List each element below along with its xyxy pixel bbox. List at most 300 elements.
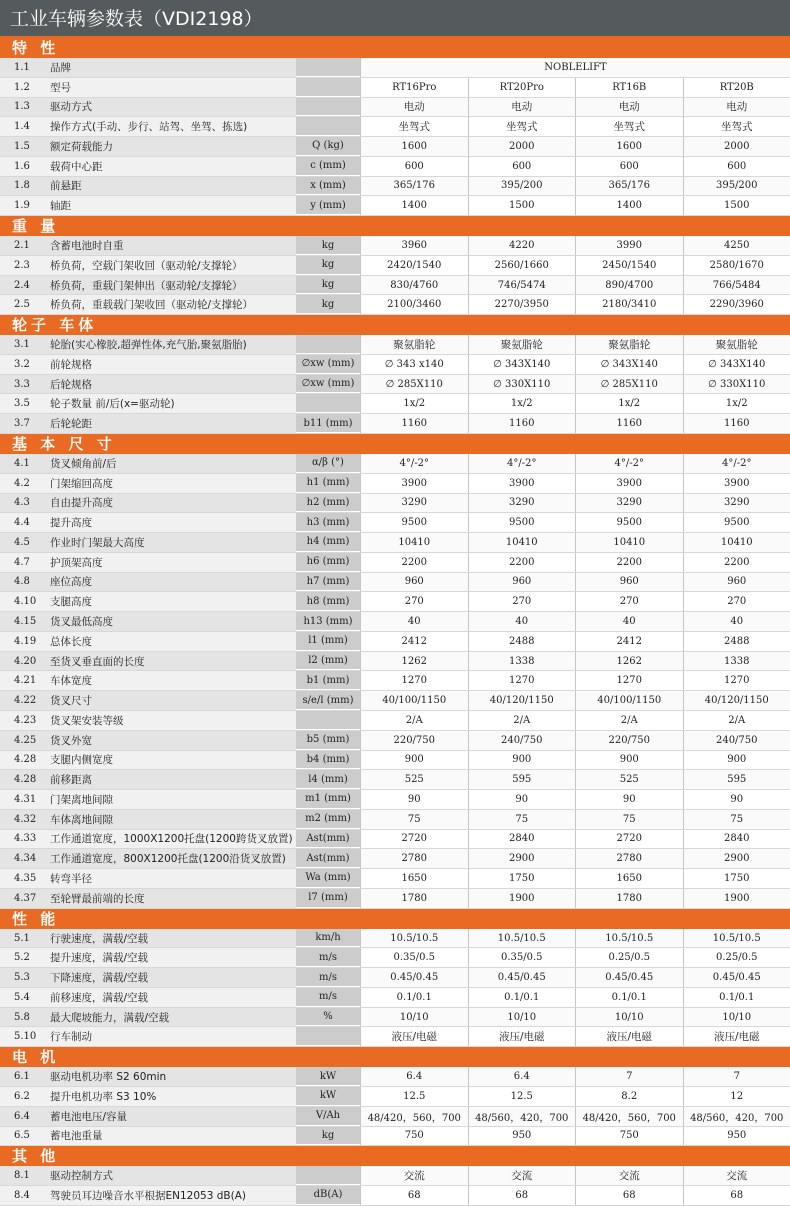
model-value-1: 2720: [360, 830, 468, 849]
model-value-2: 电动: [468, 98, 576, 117]
row-number: 4.22: [0, 691, 44, 710]
model-value-3: 1650: [575, 869, 683, 888]
table-row: [0, 1166, 790, 1186]
row-unit: l7 (mm): [296, 889, 360, 908]
row-label: 轮胎(实心橡胶,超弹性体,充气胎,聚氨脂胎): [44, 335, 296, 354]
model-value-1: 900: [360, 751, 468, 770]
row-label: 作业时门架最大高度: [44, 533, 296, 552]
model-value-3: 2412: [575, 632, 683, 651]
model-value-4: 12: [683, 1087, 790, 1106]
row-unit: [296, 117, 360, 136]
model-value-2: 600: [468, 157, 576, 176]
model-value-4: 2000: [683, 137, 790, 156]
model-value-1: 10/10: [360, 1008, 468, 1027]
row-number: 3.2: [0, 355, 44, 374]
row-number: 4.2: [0, 474, 44, 493]
row-label: 自由提升高度: [44, 494, 296, 513]
model-value-1: 2420/1540: [360, 256, 468, 275]
model-value-2: 960: [468, 573, 576, 592]
model-value-3: 1262: [575, 652, 683, 671]
model-value-3: 1600: [575, 137, 683, 156]
model-value-1: 600: [360, 157, 468, 176]
row-unit: Wa (mm): [296, 869, 360, 888]
row-unit: dB(A): [296, 1186, 360, 1205]
model-value-4: 1750: [683, 869, 790, 888]
table-row: [0, 137, 790, 157]
model-value-2: 2270/3950: [468, 295, 576, 314]
row-unit: h2 (mm): [296, 494, 360, 513]
table-row: [0, 790, 790, 810]
page-title: 工业车辆参数表（VDI2198）: [0, 0, 790, 38]
table-row: [0, 1067, 790, 1087]
model-value-3: 9500: [575, 513, 683, 532]
model-value-4: 1338: [683, 652, 790, 671]
table-row: [0, 295, 790, 315]
section-header: 重 量: [0, 216, 790, 236]
model-value-3: 890/4700: [575, 276, 683, 295]
model-value-1: 12.5: [360, 1087, 468, 1106]
model-value-4: 2290/3960: [683, 295, 790, 314]
row-label: 货叉最低高度: [44, 612, 296, 631]
model-value-2: 2900: [468, 849, 576, 868]
row-number: 3.3: [0, 375, 44, 394]
model-value-1: 4°/-2°: [360, 454, 468, 473]
row-label: 额定荷载能力: [44, 137, 296, 156]
model-value-1: 2/A: [360, 711, 468, 730]
row-label: 驱动电机功率 S2 60min: [44, 1067, 296, 1086]
model-value-2: 90: [468, 790, 576, 809]
row-label: 工作通道宽度，800X1200托盘(1200沿货叉放置): [44, 849, 296, 868]
model-value-4: 3900: [683, 474, 790, 493]
model-value-2: 坐驾式: [468, 117, 576, 136]
model-value-1: 电动: [360, 98, 468, 117]
model-value-1: 365/176: [360, 177, 468, 196]
model-value-4: 10410: [683, 533, 790, 552]
row-label: 车体宽度: [44, 671, 296, 690]
row-unit: l2 (mm): [296, 652, 360, 671]
model-value-1: ∅ 285X110: [360, 375, 468, 394]
row-number: 4.32: [0, 810, 44, 829]
model-value-1: 0.1/0.1: [360, 988, 468, 1007]
table-row: [0, 751, 790, 771]
model-value-3: 聚氨脂轮: [575, 335, 683, 354]
model-value-3: ∅ 343X140: [575, 355, 683, 374]
model-value-1: 0.45/0.45: [360, 968, 468, 987]
row-label: 门架缩回高度: [44, 474, 296, 493]
model-value-3: 10/10: [575, 1008, 683, 1027]
spec-table: [0, 38, 790, 1206]
model-value-3: 600: [575, 157, 683, 176]
model-value-2: 40: [468, 612, 576, 631]
table-row: [0, 177, 790, 197]
row-unit: [296, 394, 360, 413]
row-unit: [296, 98, 360, 117]
model-value-4: 766/5484: [683, 276, 790, 295]
model-value-3: 10410: [575, 533, 683, 552]
model-value-2: 1338: [468, 652, 576, 671]
model-value-3: 1x/2: [575, 394, 683, 413]
model-value-1: 2100/3460: [360, 295, 468, 314]
model-value-3: 2450/1540: [575, 256, 683, 275]
table-row: [0, 671, 790, 691]
model-value-1: 40/100/1150: [360, 691, 468, 710]
model-value-4: 9500: [683, 513, 790, 532]
model-value-2: 68: [468, 1186, 576, 1205]
row-number: 4.33: [0, 830, 44, 849]
table-row: [0, 612, 790, 632]
row-unit: b11 (mm): [296, 414, 360, 433]
row-label: 支腿内侧宽度: [44, 751, 296, 770]
table-row: [0, 98, 790, 118]
model-value-3: 365/176: [575, 177, 683, 196]
row-label: 前移速度，满载/空载: [44, 988, 296, 1007]
model-value-2: 595: [468, 770, 576, 789]
model-value-1: 0.35/0.5: [360, 948, 468, 967]
row-unit: ∅xw (mm): [296, 375, 360, 394]
table-row: [0, 889, 790, 909]
model-value-4: 聚氨脂轮: [683, 335, 790, 354]
table-row: [0, 553, 790, 573]
model-value-3: 3900: [575, 474, 683, 493]
row-unit: h13 (mm): [296, 612, 360, 631]
row-unit: kW: [296, 1067, 360, 1086]
row-label: 最大爬坡能力，满载/空载: [44, 1008, 296, 1027]
model-value-1: 2780: [360, 849, 468, 868]
model-value-4: 液压/电磁: [683, 1027, 790, 1046]
row-unit: h1 (mm): [296, 474, 360, 493]
row-number: 5.3: [0, 968, 44, 987]
row-unit: [296, 711, 360, 730]
row-label: 行驶速度，满载/空载: [44, 929, 296, 948]
row-number: 4.1: [0, 454, 44, 473]
row-label: 驾驶员耳边噪音水平根据EN12053 dB(A): [44, 1186, 296, 1205]
row-unit: kW: [296, 1087, 360, 1106]
row-unit: Q (kg): [296, 137, 360, 156]
row-unit: kg: [296, 256, 360, 275]
row-number: 2.4: [0, 276, 44, 295]
row-label: 货叉尺寸: [44, 691, 296, 710]
table-row: [0, 573, 790, 593]
row-number: 8.1: [0, 1166, 44, 1185]
table-row: [0, 652, 790, 672]
model-value-3: 90: [575, 790, 683, 809]
table-row: [0, 256, 790, 276]
row-number: 2.5: [0, 295, 44, 314]
row-number: 1.6: [0, 157, 44, 176]
row-number: 3.5: [0, 394, 44, 413]
model-value-1: 48/420，560，700: [360, 1107, 468, 1126]
model-value-3: 1780: [575, 889, 683, 908]
model-value-1: 坐驾式: [360, 117, 468, 136]
row-number: 4.20: [0, 652, 44, 671]
model-value-1: 90: [360, 790, 468, 809]
row-number: 2.1: [0, 236, 44, 255]
row-label: 支腿高度: [44, 592, 296, 611]
model-value-4: 48/560，420，700: [683, 1107, 790, 1126]
model-value-3: 2780: [575, 849, 683, 868]
model-value-4: ∅ 343X140: [683, 355, 790, 374]
section-header: 性 能: [0, 909, 790, 929]
table-row: [0, 988, 790, 1008]
section-header: 其 他: [0, 1146, 790, 1166]
row-number: 1.8: [0, 177, 44, 196]
table-row: [0, 533, 790, 553]
model-value-4: 0.45/0.45: [683, 968, 790, 987]
row-number: 1.4: [0, 117, 44, 136]
model-value-1: 40: [360, 612, 468, 631]
model-value-4: 0.25/0.5: [683, 948, 790, 967]
table-row: [0, 375, 790, 395]
model-value-2: 0.45/0.45: [468, 968, 576, 987]
model-value-2: 1900: [468, 889, 576, 908]
row-unit: Ast(mm): [296, 849, 360, 868]
row-number: 4.7: [0, 553, 44, 572]
model-value-4: 0.1/0.1: [683, 988, 790, 1007]
row-unit: %: [296, 1008, 360, 1027]
model-value-2: 6.4: [468, 1067, 576, 1086]
row-unit: [296, 1166, 360, 1185]
model-value-3: 10.5/10.5: [575, 929, 683, 948]
row-number: 3.1: [0, 335, 44, 354]
model-value-2: 10410: [468, 533, 576, 552]
row-unit: c (mm): [296, 157, 360, 176]
model-value-3: 48/420，560，700: [575, 1107, 683, 1126]
row-unit: l1 (mm): [296, 632, 360, 651]
model-value-2: 1160: [468, 414, 576, 433]
row-number: 6.4: [0, 1107, 44, 1126]
row-label: 工作通道宽度，1000X1200托盘(1200跨货叉放置): [44, 830, 296, 849]
row-number: 4.34: [0, 849, 44, 868]
model-value-1: 1160: [360, 414, 468, 433]
table-row: [0, 711, 790, 731]
model-value-3: 750: [575, 1127, 683, 1146]
row-label: 前移距离: [44, 770, 296, 789]
model-value-2: 10.5/10.5: [468, 929, 576, 948]
table-row: [0, 1087, 790, 1107]
model-value-1: 6.4: [360, 1067, 468, 1086]
model-value-4: 2200: [683, 553, 790, 572]
model-value-4: 1500: [683, 196, 790, 215]
model-value-2: 1x/2: [468, 394, 576, 413]
row-number: 4.19: [0, 632, 44, 651]
model-value-3: 0.45/0.45: [575, 968, 683, 987]
row-number: 1.2: [0, 78, 44, 97]
model-value-4: 75: [683, 810, 790, 829]
model-value-2: 2000: [468, 137, 576, 156]
model-value-2: 270: [468, 592, 576, 611]
model-value-4: 595: [683, 770, 790, 789]
model-value-4: 2488: [683, 632, 790, 651]
model-value-1: 1780: [360, 889, 468, 908]
model-value-2: 12.5: [468, 1087, 576, 1106]
table-row: [0, 117, 790, 137]
row-number: 5.4: [0, 988, 44, 1007]
table-row: [0, 1186, 790, 1206]
model-value-2: 1270: [468, 671, 576, 690]
table-row: [0, 394, 790, 414]
row-label: 桥负荷，重载载门架收回（驱动轮/支撑轮）: [44, 295, 296, 314]
model-value-1: 270: [360, 592, 468, 611]
row-number: 5.8: [0, 1008, 44, 1027]
row-unit: b1 (mm): [296, 671, 360, 690]
model-value-4: RT20B: [683, 78, 790, 97]
model-value-2: 1500: [468, 196, 576, 215]
row-label: 下降速度，满载/空载: [44, 968, 296, 987]
model-value-1: RT16Pro: [360, 78, 468, 97]
model-value-4: 2900: [683, 849, 790, 868]
model-value-4: 坐驾式: [683, 117, 790, 136]
table-row: [0, 276, 790, 296]
section-header: 特 性: [0, 38, 790, 58]
row-unit: V/Ah: [296, 1107, 360, 1126]
row-unit: m/s: [296, 948, 360, 967]
model-value-3: 270: [575, 592, 683, 611]
model-value-3: 525: [575, 770, 683, 789]
model-value-3: 液压/电磁: [575, 1027, 683, 1046]
model-value-3: 0.25/0.5: [575, 948, 683, 967]
row-label: 车体离地间隙: [44, 810, 296, 829]
row-unit: kg: [296, 236, 360, 255]
row-number: 4.15: [0, 612, 44, 631]
model-value-4: 40: [683, 612, 790, 631]
model-value-1: 1x/2: [360, 394, 468, 413]
model-value-1: 3290: [360, 494, 468, 513]
row-number: 1.9: [0, 196, 44, 215]
row-label: 护顶架高度: [44, 553, 296, 572]
model-value-1: 1650: [360, 869, 468, 888]
row-label: 桥负荷，重载门架伸出（驱动轮/支撑轮）: [44, 276, 296, 295]
model-value-1: 1270: [360, 671, 468, 690]
table-row: [0, 157, 790, 177]
model-value-2: 聚氨脂轮: [468, 335, 576, 354]
model-value-2: 746/5474: [468, 276, 576, 295]
row-number: 6.5: [0, 1127, 44, 1146]
model-value-3: 2/A: [575, 711, 683, 730]
table-row: [0, 1107, 790, 1127]
model-value-3: 坐驾式: [575, 117, 683, 136]
row-label: 行车制动: [44, 1027, 296, 1046]
row-label: 后轮轮距: [44, 414, 296, 433]
model-value-3: 3990: [575, 236, 683, 255]
model-value-3: 900: [575, 751, 683, 770]
model-value-3: 1160: [575, 414, 683, 433]
row-number: 1.3: [0, 98, 44, 117]
table-row: [0, 869, 790, 889]
model-value-2: 240/750: [468, 731, 576, 750]
model-value-2: 4°/-2°: [468, 454, 576, 473]
model-value-2: 10/10: [468, 1008, 576, 1027]
section-header: 基 本 尺 寸: [0, 434, 790, 454]
row-number: 4.35: [0, 869, 44, 888]
model-value-3: 40/100/1150: [575, 691, 683, 710]
table-row: [0, 1027, 790, 1047]
row-number: 4.28: [0, 751, 44, 770]
model-value-3: 960: [575, 573, 683, 592]
row-unit: s/e/l (mm): [296, 691, 360, 710]
section-header: 轮子 车体: [0, 315, 790, 335]
row-number: 4.31: [0, 790, 44, 809]
model-value-2: 950: [468, 1127, 576, 1146]
brand-value: NOBLELIFT: [360, 58, 790, 77]
row-number: 4.25: [0, 731, 44, 750]
row-label: 品牌: [44, 58, 296, 77]
model-value-1: 2200: [360, 553, 468, 572]
model-value-1: 220/750: [360, 731, 468, 750]
row-label: 货叉架安装等级: [44, 711, 296, 730]
row-unit: ∅xw (mm): [296, 355, 360, 374]
table-row: [0, 830, 790, 850]
model-value-2: RT20Pro: [468, 78, 576, 97]
table-row: [0, 1008, 790, 1028]
table-row: [0, 731, 790, 751]
row-label: 后轮规格: [44, 375, 296, 394]
table-row: [0, 454, 790, 474]
table-row: [0, 691, 790, 711]
model-value-2: 交流: [468, 1166, 576, 1185]
row-label: 型号: [44, 78, 296, 97]
model-value-3: 220/750: [575, 731, 683, 750]
model-value-4: 7: [683, 1067, 790, 1086]
model-value-4: 4°/-2°: [683, 454, 790, 473]
row-label: 货叉倾角前/后: [44, 454, 296, 473]
model-value-1: 2412: [360, 632, 468, 651]
row-number: 4.8: [0, 573, 44, 592]
model-value-4: 950: [683, 1127, 790, 1146]
table-row: [0, 770, 790, 790]
table-row: [0, 58, 790, 78]
table-row: [0, 513, 790, 533]
row-unit: [296, 1027, 360, 1046]
model-value-3: 0.1/0.1: [575, 988, 683, 1007]
row-label: 蓄电池重量: [44, 1127, 296, 1146]
row-number: 6.2: [0, 1087, 44, 1106]
model-value-4: 1900: [683, 889, 790, 908]
table-row: [0, 929, 790, 949]
model-value-3: 75: [575, 810, 683, 829]
table-row: [0, 236, 790, 256]
model-value-4: 2580/1670: [683, 256, 790, 275]
model-value-3: 68: [575, 1186, 683, 1205]
row-label: 转弯半径: [44, 869, 296, 888]
model-value-1: 1400: [360, 196, 468, 215]
model-value-3: 2200: [575, 553, 683, 572]
model-value-1: 750: [360, 1127, 468, 1146]
model-value-3: RT16B: [575, 78, 683, 97]
model-value-4: 600: [683, 157, 790, 176]
model-value-2: 48/560，420，700: [468, 1107, 576, 1126]
model-value-4: 240/750: [683, 731, 790, 750]
row-unit: h7 (mm): [296, 573, 360, 592]
row-unit: kg: [296, 295, 360, 314]
row-label: 驱动控制方式: [44, 1166, 296, 1185]
model-value-3: 3290: [575, 494, 683, 513]
model-value-4: 90: [683, 790, 790, 809]
model-value-4: 395/200: [683, 177, 790, 196]
model-value-2: 2840: [468, 830, 576, 849]
row-label: 驱动方式: [44, 98, 296, 117]
row-number: 1.1: [0, 58, 44, 77]
model-value-4: 1x/2: [683, 394, 790, 413]
row-number: 4.10: [0, 592, 44, 611]
row-number: 4.4: [0, 513, 44, 532]
row-unit: h3 (mm): [296, 513, 360, 532]
model-value-2: ∅ 330X110: [468, 375, 576, 394]
model-value-4: 900: [683, 751, 790, 770]
model-value-2: 4220: [468, 236, 576, 255]
model-value-4: 10/10: [683, 1008, 790, 1027]
model-value-4: 4250: [683, 236, 790, 255]
row-number: 4.3: [0, 494, 44, 513]
